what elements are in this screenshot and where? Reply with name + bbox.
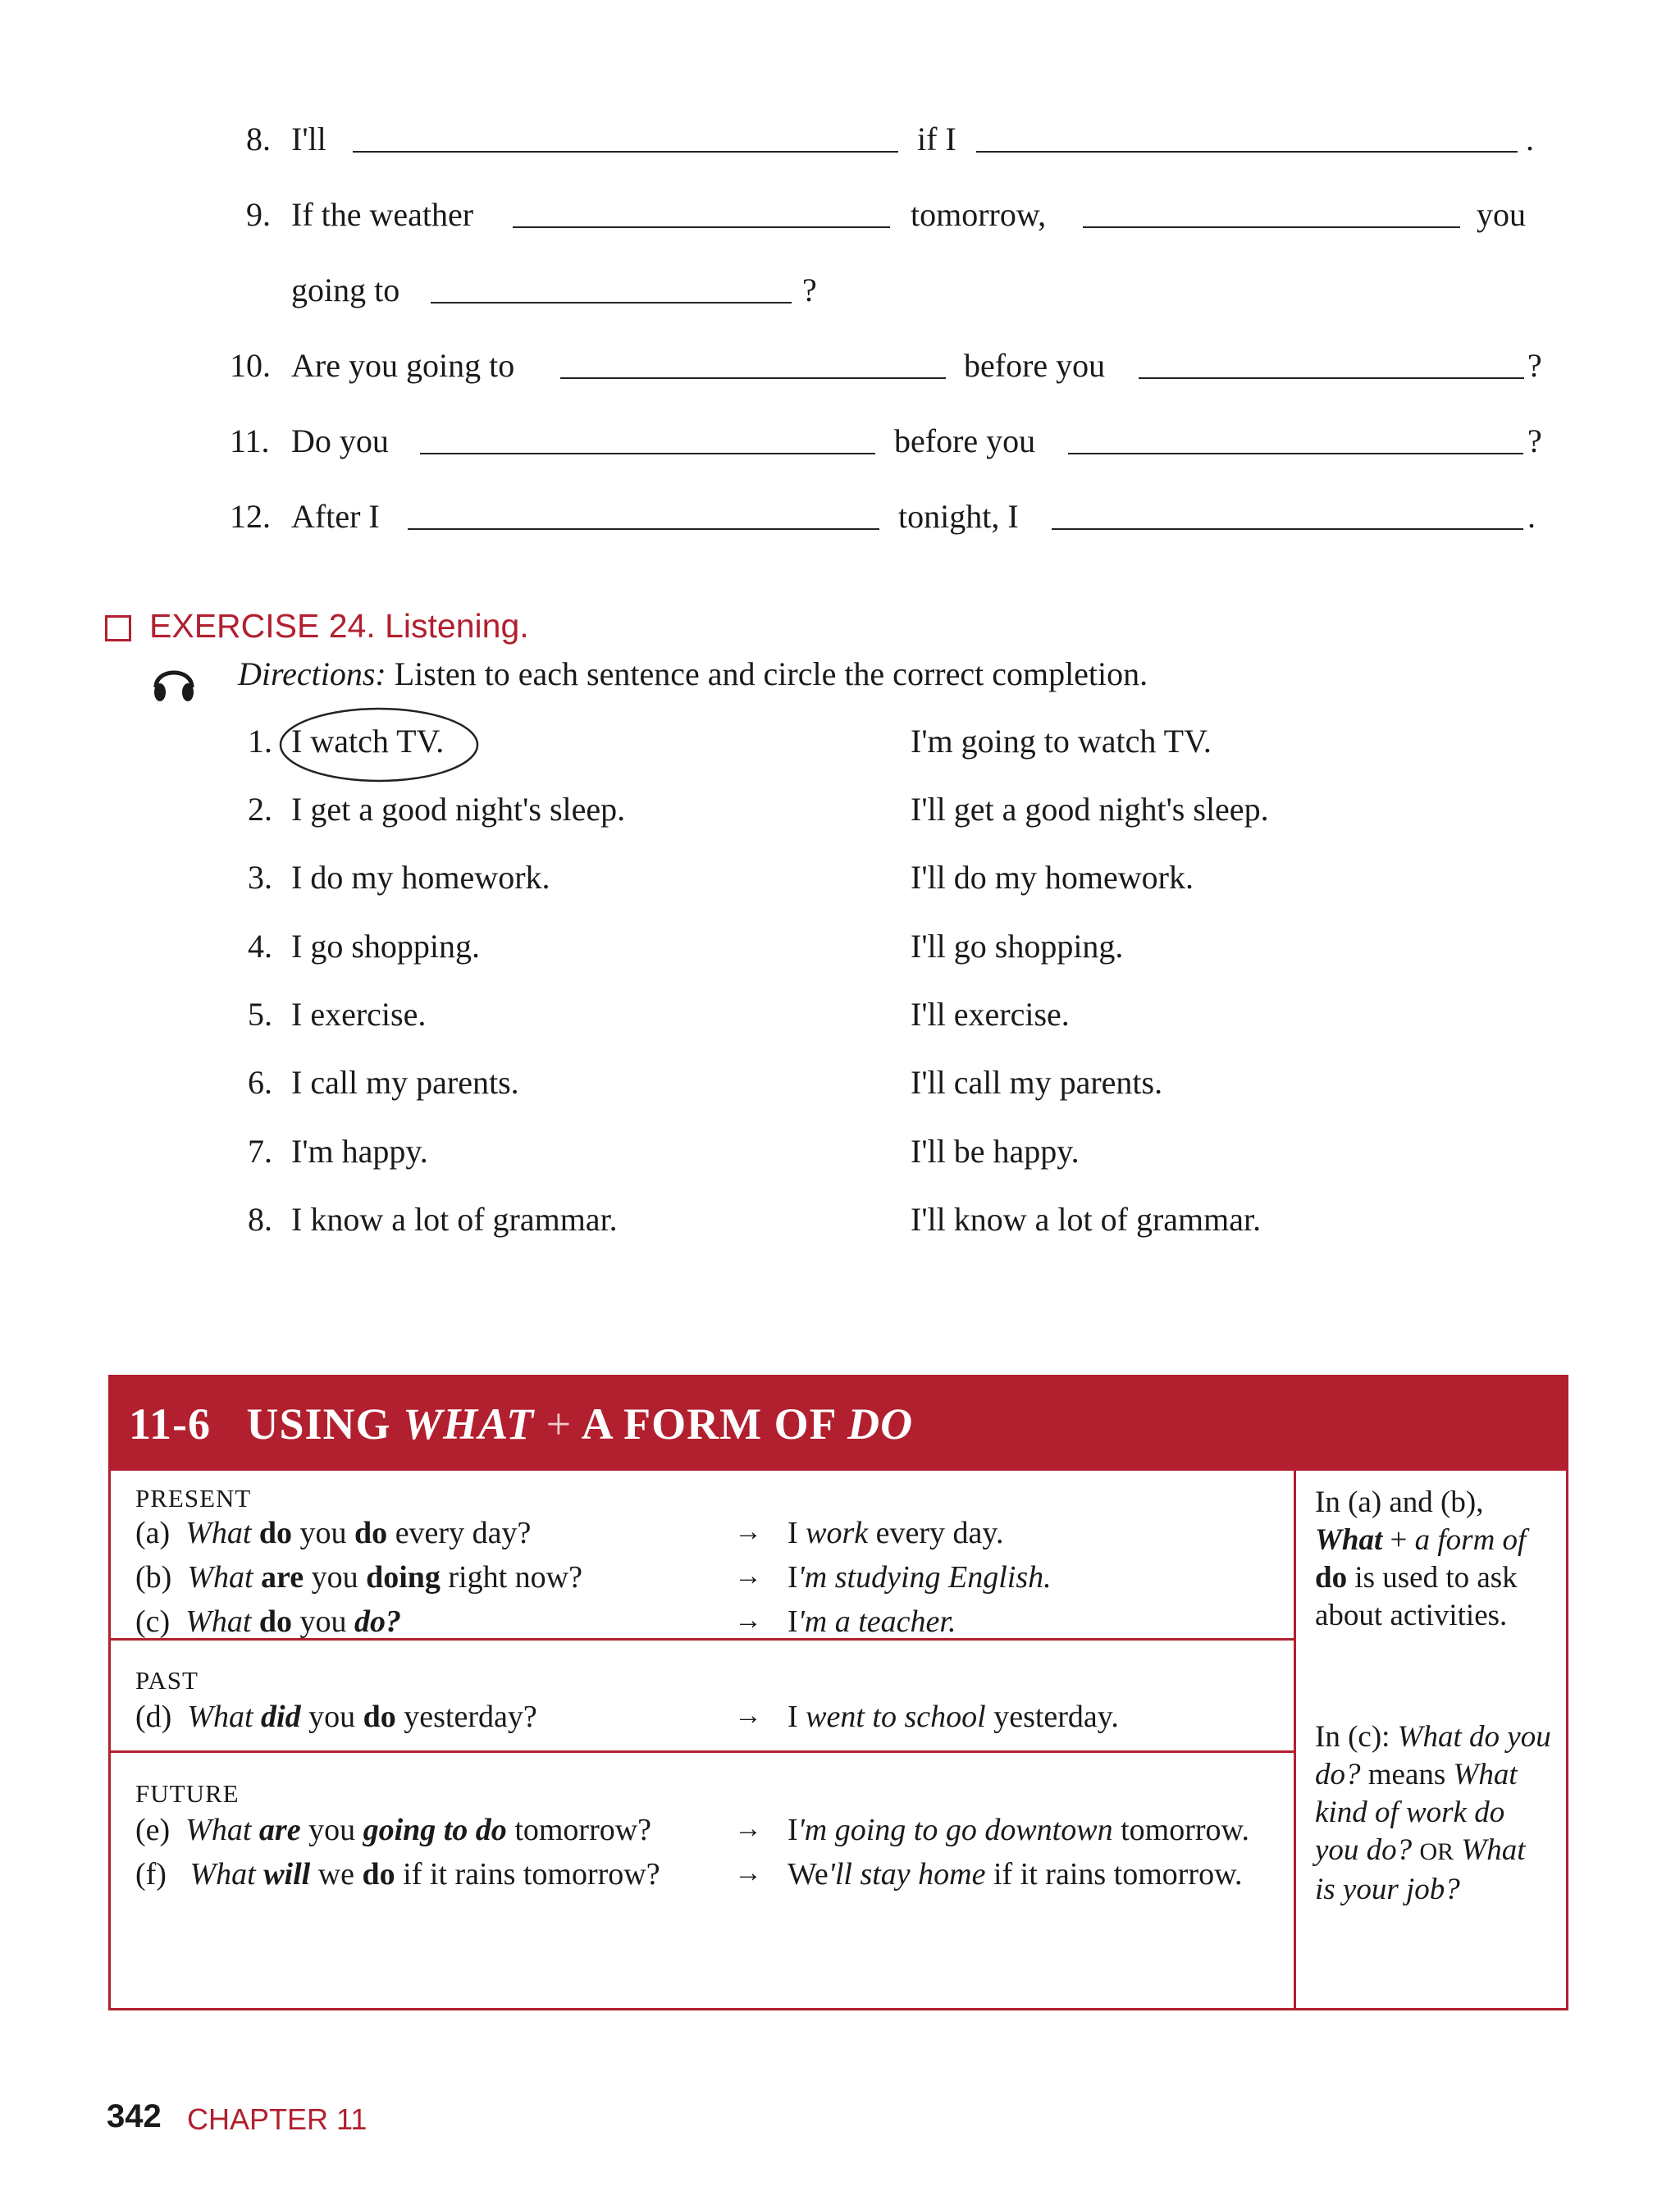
- item-number: 3.: [248, 859, 272, 896]
- section-label-future: FUTURE: [135, 1779, 240, 1808]
- section-label-past: PAST: [135, 1666, 199, 1695]
- chart-note-1: In (a) and (b), What + a form of do is used to ask about activities.: [1315, 1485, 1527, 1632]
- arrow-icon: →: [734, 1605, 762, 1636]
- chart-number: 11-6: [129, 1399, 212, 1449]
- choice-right[interactable]: I'll exercise.: [911, 996, 1070, 1033]
- item-number: 12.: [230, 498, 271, 535]
- item-number: 2.: [248, 791, 272, 828]
- directions-text: Listen to each sentence and circle the correct completion.: [394, 655, 1148, 692]
- chart-title-part: USING: [246, 1399, 391, 1449]
- answer-d: I went to school yesterday.: [788, 1700, 1119, 1734]
- column-divider: [1294, 1471, 1296, 2010]
- choice-right[interactable]: I'll be happy.: [911, 1133, 1080, 1170]
- choice-right[interactable]: I'll go shopping.: [911, 928, 1124, 965]
- answer-f: We'll stay home if it rains tomorrow.: [788, 1857, 1243, 1892]
- item-number: 4.: [248, 928, 272, 965]
- arrow-icon: →: [734, 1561, 762, 1591]
- item-number: 5.: [248, 996, 272, 1033]
- item-text: before you: [964, 347, 1106, 384]
- item-end: .: [1527, 498, 1536, 535]
- answer-blank[interactable]: [976, 151, 1518, 153]
- choice-right[interactable]: I'll do my homework.: [911, 859, 1194, 896]
- chart-header: [111, 1377, 1566, 1471]
- item-end: .: [1526, 121, 1534, 157]
- directions-label: Directions:: [238, 655, 386, 692]
- choice-right[interactable]: I'll call my parents.: [911, 1064, 1163, 1101]
- choice-left[interactable]: I know a lot of grammar.: [291, 1201, 618, 1238]
- example-e: (e) What are you going to do tomorrow?: [135, 1813, 652, 1847]
- item-text: if I: [917, 121, 956, 157]
- chart-title-do: DO: [847, 1399, 914, 1449]
- answer-blank[interactable]: [1068, 453, 1523, 454]
- choice-right[interactable]: I'll get a good night's sleep.: [911, 791, 1269, 828]
- choice-left[interactable]: I call my parents.: [291, 1064, 519, 1101]
- directions: [238, 655, 1148, 693]
- section-divider: [111, 1750, 1296, 1753]
- example-f: (f) What will we do if it rains tomorrow?: [135, 1857, 660, 1892]
- answer-blank[interactable]: [353, 151, 898, 153]
- or-label: OR: [1419, 1838, 1454, 1865]
- chart-title-plus: +: [546, 1399, 573, 1449]
- item-number: 10.: [230, 347, 271, 384]
- item-text: Do you: [291, 422, 389, 459]
- choice-left[interactable]: I watch TV.: [291, 723, 445, 760]
- answer-blank[interactable]: [1052, 528, 1523, 530]
- example-a: (a) What do you do every day?: [135, 1516, 532, 1550]
- checkbox-icon[interactable]: [105, 615, 131, 641]
- choice-left[interactable]: I do my homework.: [291, 859, 550, 896]
- item-end: you: [1477, 196, 1526, 233]
- arrow-icon: →: [734, 1700, 762, 1731]
- chapter-label: CHAPTER 11: [187, 2102, 368, 2136]
- item-text: tonight, I: [898, 498, 1019, 535]
- arrow-icon: →: [734, 1814, 762, 1844]
- choice-left[interactable]: I go shopping.: [291, 928, 480, 965]
- grammar-chart: [108, 1375, 1568, 2010]
- item-number: 11.: [230, 422, 270, 459]
- choice-right[interactable]: I'll know a lot of grammar.: [911, 1201, 1262, 1238]
- item-text: Are you going to: [291, 347, 515, 384]
- item-number: 6.: [248, 1064, 272, 1101]
- arrow-icon: →: [734, 1858, 762, 1888]
- item-end: ?: [1527, 347, 1542, 384]
- answer-blank[interactable]: [513, 226, 890, 228]
- answer-a: I work every day.: [788, 1516, 1004, 1550]
- item-text: going to: [291, 272, 400, 308]
- arrow-icon: →: [734, 1517, 762, 1547]
- page-number: 342: [107, 2098, 162, 2134]
- chart-title-part: A FORM OF: [581, 1399, 836, 1449]
- item-text: If the weather: [291, 196, 474, 233]
- answer-blank[interactable]: [1083, 226, 1460, 228]
- choice-left[interactable]: I'm happy.: [291, 1133, 428, 1170]
- answer-blank[interactable]: [1139, 377, 1524, 379]
- chart-title: [129, 1399, 913, 1449]
- chart-note-2: In (c): What do you do? means What kind of work do you do? OR What is your job?: [1315, 1720, 1551, 1906]
- section-label-present: PRESENT: [135, 1484, 252, 1513]
- item-number: 9.: [246, 196, 271, 233]
- answer-blank[interactable]: [420, 453, 875, 454]
- answer-blank[interactable]: [560, 377, 946, 379]
- answer-b: I'm studying English.: [788, 1560, 1052, 1595]
- exercise-title: EXERCISE 24. Listening.: [149, 607, 529, 645]
- item-number: 1.: [248, 723, 272, 760]
- item-end: ?: [802, 272, 817, 308]
- item-number: 8.: [248, 1201, 272, 1238]
- example-c: (c) What do you do?: [135, 1604, 402, 1639]
- answer-c: I'm a teacher.: [788, 1604, 956, 1639]
- item-number: 8.: [246, 121, 271, 157]
- item-text: tomorrow,: [911, 196, 1047, 233]
- answer-blank[interactable]: [408, 528, 879, 530]
- item-text: I'll: [291, 121, 326, 157]
- item-number: 7.: [248, 1133, 272, 1170]
- answer-circle: [277, 705, 482, 784]
- choice-left[interactable]: I get a good night's sleep.: [291, 791, 626, 828]
- answer-e: I'm going to go downtown tomorrow.: [788, 1813, 1249, 1847]
- answer-blank[interactable]: [431, 302, 792, 303]
- headphones-icon: [151, 656, 197, 707]
- example-d: (d) What did you do yesterday?: [135, 1700, 537, 1734]
- item-text: before you: [894, 422, 1036, 459]
- choice-left[interactable]: I exercise.: [291, 996, 427, 1033]
- chart-title-what: WHAT: [403, 1399, 535, 1449]
- item-end: ?: [1527, 422, 1542, 459]
- example-b: (b) What are you doing right now?: [135, 1560, 582, 1595]
- choice-right[interactable]: I'm going to watch TV.: [911, 723, 1212, 760]
- item-text: After I: [291, 498, 380, 535]
